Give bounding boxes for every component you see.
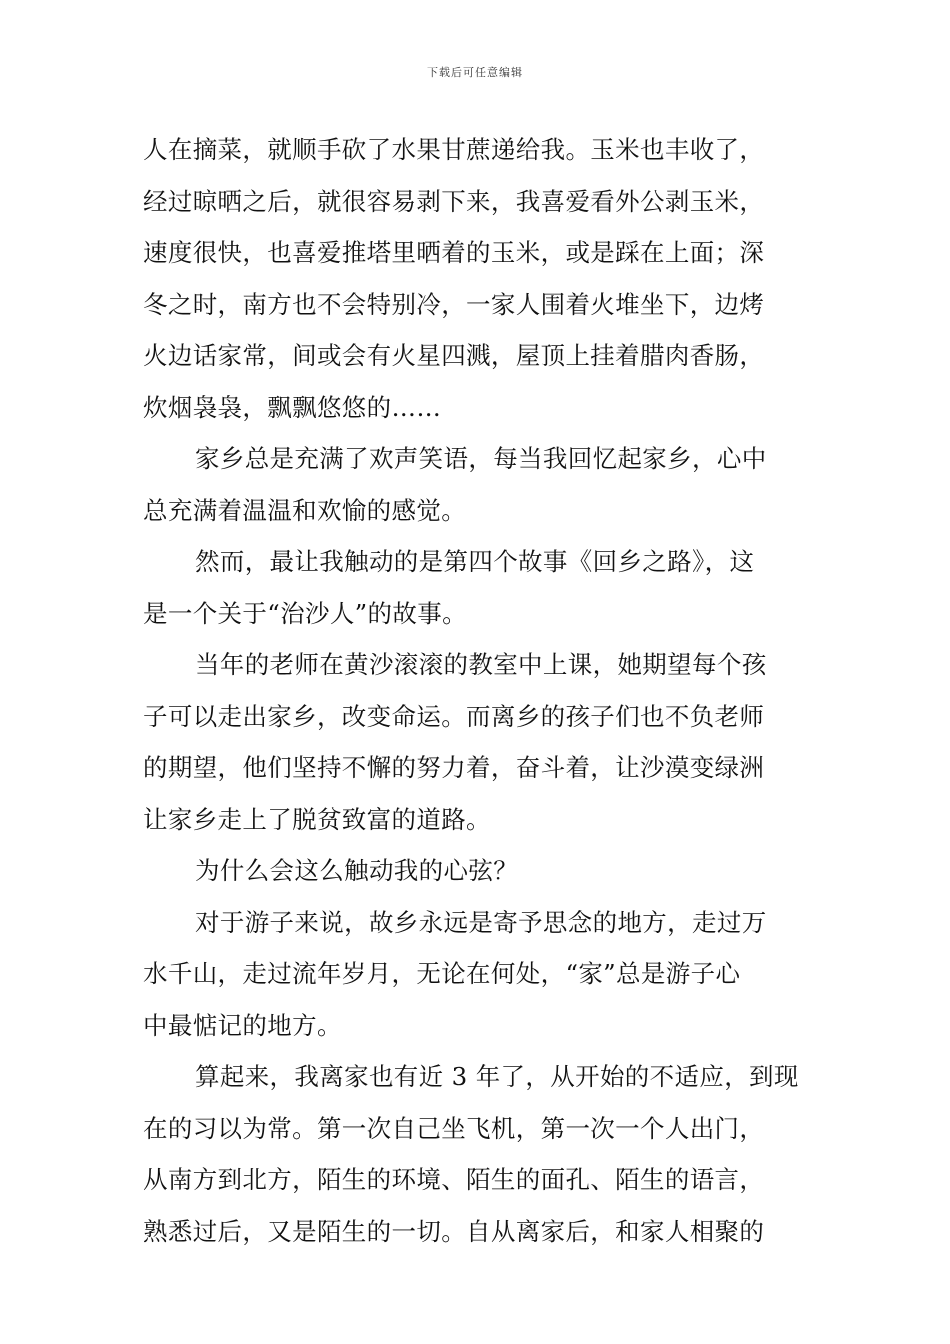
text-line: 从南方到北方，陌生的环境、陌生的面孔、陌生的语言， xyxy=(143,1165,765,1194)
paragraph-start-line: 算起来，我离家也有近 3 年了，从开始的不适应，到现 xyxy=(195,1062,799,1091)
text-line: 总充满着温温和欢愉的感觉。 xyxy=(143,495,467,525)
text-line: 经过晾晒之后，就很容易剥下来，我喜爱看外公剥玉米， xyxy=(143,186,765,216)
text-line: 的期望，他们坚持不懈的努力着，奋斗着，让沙漠变绿洲 xyxy=(143,753,765,782)
text-line: 人在摘菜，就顺手砍了水果甘蔗递给我。玉米也丰收了， xyxy=(143,135,765,164)
text-line: 火边话家常，间或会有火星四溅，屋顶上挂着腊肉香肠， xyxy=(143,341,765,370)
text-line: 熟悉过后，又是陌生的一切。自从离家后，和家人相聚的 xyxy=(143,1216,765,1246)
text-line: 水千山，走过流年岁月，无论在何处，“家”总是游子心 xyxy=(143,959,741,988)
paragraph-start-line: 当年的老师在黄沙滚滚的教室中上课，她期望每个孩 xyxy=(195,650,767,679)
text-line: 中最惦记的地方。 xyxy=(143,1010,342,1040)
text-line: 子可以走出家乡，改变命运。而离乡的孩子们也不负老师 xyxy=(143,701,765,731)
text-line: 炊烟袅袅，飘飘悠悠的…… xyxy=(143,392,442,422)
document-body xyxy=(143,128,809,1261)
paragraph-start-line: 对于游子来说，故乡永远是寄予思念的地方，走过万 xyxy=(195,907,767,937)
text-line: 速度很快，也喜爱推塔里晒着的玉米，或是踩在上面；深 xyxy=(143,238,765,267)
text-line: 让家乡走上了脱贫致富的道路。 xyxy=(143,804,491,834)
page-header: 下载后可任意编辑 xyxy=(427,66,523,79)
paragraph-start-line: 然而，最让我触动的是第四个故事《回乡之路》，这 xyxy=(195,547,755,576)
paragraph-start-line: 家乡总是充满了欢声笑语，每当我回忆起家乡，心中 xyxy=(195,444,767,473)
text-line: 冬之时，南方也不会特别冷，一家人围着火堆坐下，边烤 xyxy=(143,289,765,319)
text-line: 在的习以为常。第一次自己坐飞机，第一次一个人出门， xyxy=(143,1113,765,1143)
paragraph-start-line: 为什么会这么触动我的心弦？ xyxy=(195,856,519,885)
text-line: 是一个关于“治沙人”的故事。 xyxy=(143,598,467,628)
